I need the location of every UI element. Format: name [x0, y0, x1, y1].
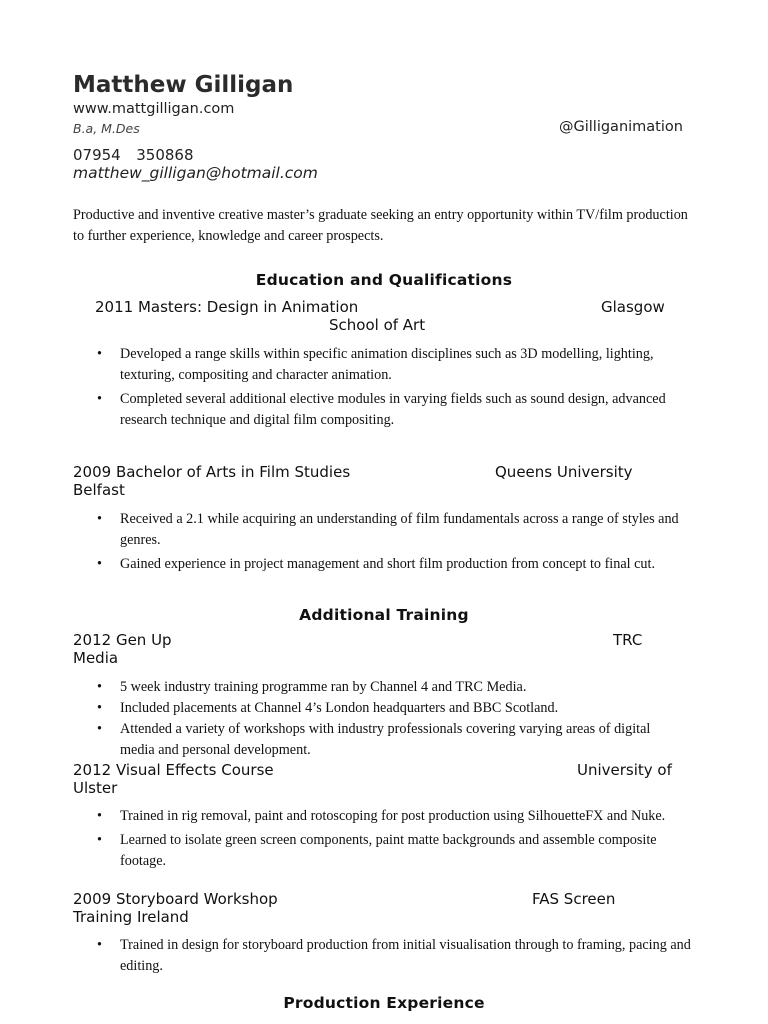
- summary-paragraph: Productive and inventive creative master’s graduate seeking an entry opportunity within TV/film production to further experience, knowledge and career prospects.: [73, 207, 688, 244]
- training-section-title: Additional Training: [299, 606, 469, 624]
- email-link[interactable]: matthew_gilligan@hotmail.com: [73, 164, 318, 182]
- entry-title: 2009 Bachelor of Arts in Film Studies: [73, 463, 351, 481]
- entry-institution: FAS Screen: [532, 890, 616, 908]
- list-item: • Completed several additional elective modules in varying fields such as sound design, advanced research technique and digital film compositing.: [73, 389, 685, 431]
- entry-institution: University of: [577, 761, 672, 779]
- entry-title: 2011 Masters: Design in Animation: [95, 298, 359, 316]
- entry-institution-cont: Belfast: [73, 481, 125, 499]
- entry-institution: TRC: [613, 631, 643, 649]
- entry-institution-cont: Media: [73, 649, 119, 667]
- list-item: • Included placements at Channel 4’s London headquarters and BBC Scotland.: [73, 698, 673, 719]
- entry-title: 2009 Storyboard Workshop: [73, 890, 278, 908]
- list-item: • Trained in rig removal, paint and rotoscoping for post production using SilhouetteFX and Nuke.: [73, 806, 687, 827]
- entry-title: 2012 Visual Effects Course: [73, 761, 274, 779]
- entry-institution-cont: School of Art: [329, 316, 426, 334]
- website-link[interactable]: www.mattgilligan.com: [73, 101, 235, 117]
- entry-bullets: [73, 677, 673, 761]
- candidate-name: Matthew Gilligan: [73, 72, 294, 98]
- phone-number: 07954 350868: [73, 146, 194, 164]
- entry-bullets: [73, 509, 693, 578]
- list-item: • Attended a variety of workshops with industry professionals covering varying areas of digital media and personal development.: [73, 719, 673, 761]
- list-item: • Trained in design for storyboard production from initial visualisation through to framing, pacing and editing.: [73, 935, 691, 977]
- list-item: • Learned to isolate green screen components, paint matte backgrounds and assemble composite footage.: [73, 830, 687, 872]
- degrees-text: B.a, M.Des: [73, 121, 140, 136]
- entry-institution-cont: Ulster: [73, 779, 118, 797]
- entry-bullets: [73, 806, 687, 875]
- entry-institution: Glasgow: [601, 298, 665, 316]
- entry-institution-cont: Training Ireland: [73, 908, 189, 926]
- list-item: • Gained experience in project management and short film production from concept to final cut.: [73, 554, 693, 575]
- list-item: • 5 week industry training programme ran by Channel 4 and TRC Media.: [73, 677, 673, 698]
- entry-bullets: [73, 344, 685, 434]
- list-item: • Developed a range skills within specific animation disciplines such as 3D modelling, lighting, texturing, compositing and character animation.: [73, 344, 685, 386]
- list-item: • Received a 2.1 while acquiring an understanding of film fundamentals across a range of styles and genres.: [73, 509, 693, 551]
- twitter-handle[interactable]: @Gilliganimation: [559, 119, 683, 135]
- entry-title: 2012 Gen Up: [73, 631, 172, 649]
- production-section-title: Production Experience: [283, 994, 485, 1012]
- entry-institution: Queens University: [495, 463, 633, 481]
- entry-bullets: [73, 935, 691, 980]
- education-section-title: Education and Qualifications: [255, 271, 513, 289]
